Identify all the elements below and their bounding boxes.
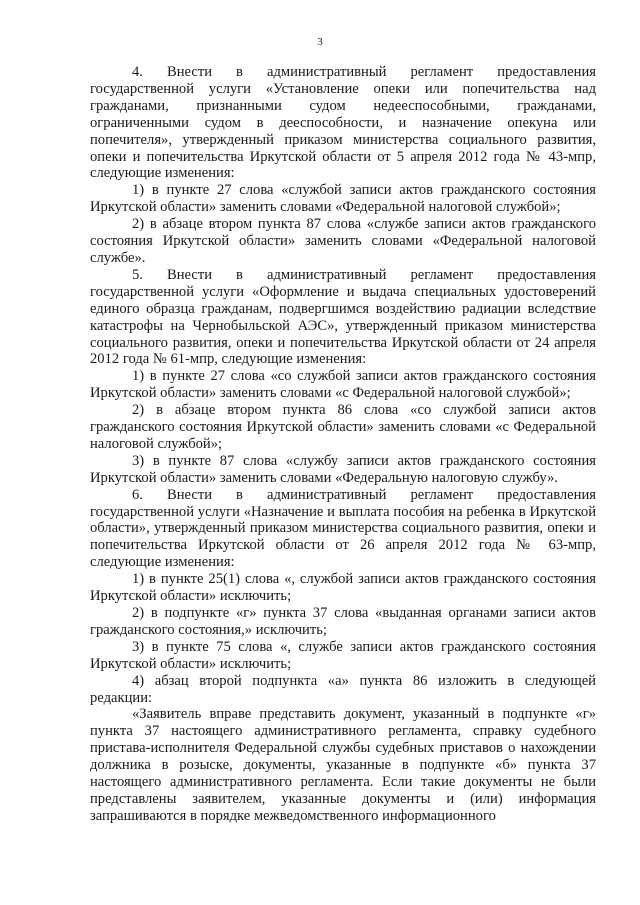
paragraph-item-6-1: 1) в пункте 25(1) слова «, службой записи актов гражданского состояния Иркутской области» исключить; [90,571,596,605]
paragraph-item-6: 6. Внести в административный регламент предоставления государственной услуги «Назначение и выплата пособия на ребенка в Иркутской области», утвержденный приказом министерства социального развития, опеки и попечительства Иркутской области от 26 апреля 2012 года № 63-мпр, следующие изменения: [90,486,596,571]
paragraph-item-6-4: 4) абзац второй подпункта «а» пункта 86 изложить в следующей редакции: [90,672,596,706]
document-body [90,64,596,825]
paragraph-item-6-3: 3) в пункте 75 слова «, службе записи актов гражданского состояния Иркутской области» исключить; [90,638,596,672]
paragraph-item-4: 4. Внести в административный регламент предоставления государственной услуги «Установление опеки или попечительства над гражданами, признанными судом недееспособными, гражданами, ограниченными судом в дееспособности, и назначение опекуна или попечителя», утвержденный приказом министерства социального развития, опеки и попечительства Иркутской области от 5 апреля 2012 года № 43-мпр, следующие изменения: [90,64,596,182]
paragraph-item-5-1: 1) в пункте 27 слова «со службой записи актов гражданского состояния Иркутской области» заменить словами «с Федеральной налоговой службой»; [90,368,596,402]
page-number: 3 [317,36,323,48]
paragraph-item-5-2: 2) в абзаце втором пункта 86 слова «со службой записи актов гражданского состояния Иркутской области» заменить словами «с Федеральной налоговой службой»; [90,402,596,452]
paragraph-item-4-1: 1) в пункте 27 слова «службой записи актов гражданского состояния Иркутской области» заменить словами «Федеральной налоговой службой»; [90,182,596,216]
paragraph-item-6-2: 2) в подпункте «г» пункта 37 слова «выданная органами записи актов гражданского состояния,» исключить; [90,605,596,638]
paragraph-quote: «Заявитель вправе представить документ, указанный в подпункте «г» пункта 37 настоящего административного регламента, справку судебного пристава-исполнителя Федеральной службы судебных приставов о нахождении должника в розыске, документы, указанные в подпункте «б» пункта 37 настоящего административного регламента. Если такие документы не были представлены заявителем, указанные документы и (или) информация запрашиваются в порядке межведомственного информационного [90,706,596,824]
paragraph-item-5-3: 3) в пункте 87 слова «службу записи актов гражданского состояния Иркутской области» заменить словами «Федеральную налоговую службу». [90,452,596,486]
paragraph-item-5: 5. Внести в административный регламент предоставления государственной услуги «Оформление и выдача специальных удостоверений единого образца гражданам, подвергшимся воздействию радиации вследствие катастрофы на Чернобыльской АЭС», утвержденный приказом министерства социального развития, опеки и попечительства Иркутской области от 24 апреля 2012 года № 61-мпр, следующие изменения: [90,266,596,368]
paragraph-item-4-2: 2) в абзаце втором пункта 87 слова «службе записи актов гражданского состояния Иркутской области» заменить словами «Федеральной налоговой службе». [90,216,596,266]
